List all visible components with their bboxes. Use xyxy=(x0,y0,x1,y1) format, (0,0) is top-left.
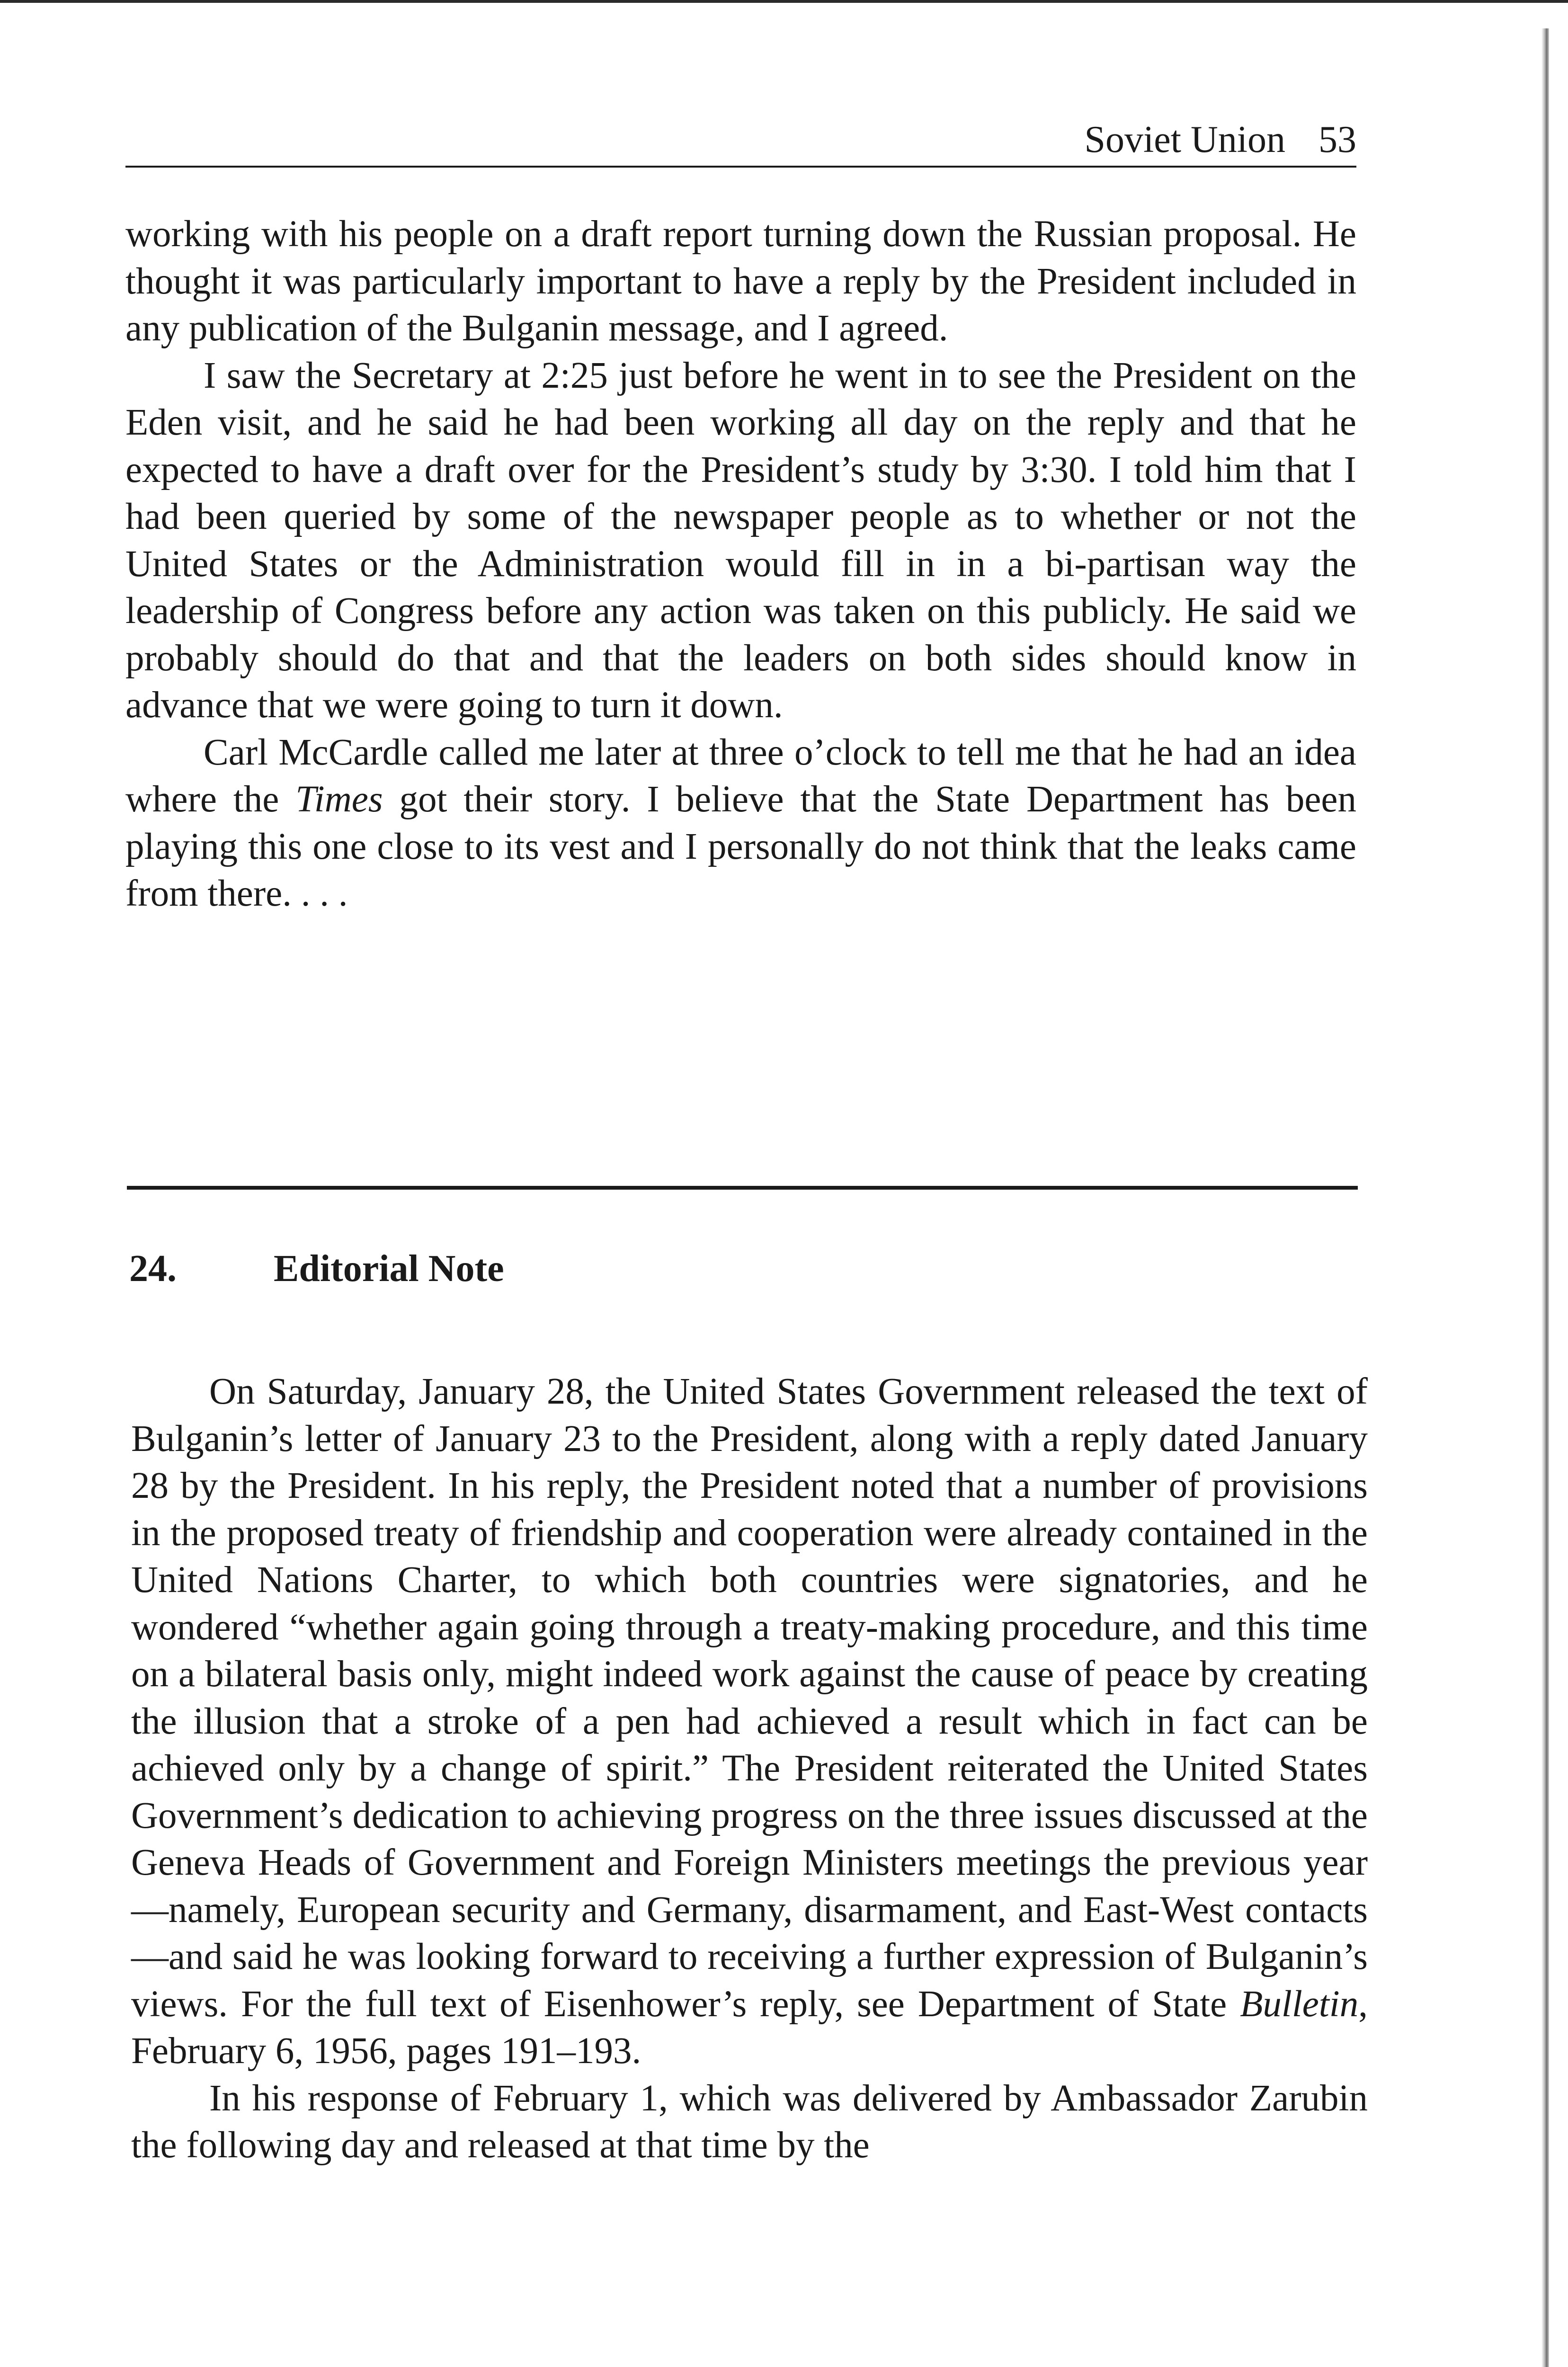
paragraph-text-after: , February 6, 1956, pages 191–193. xyxy=(131,1983,1368,2072)
running-head-rule xyxy=(125,166,1356,168)
paragraph-february-response: In his response of February 1, which was delivered by Ambassador Zarubin the following day and released at that time by the xyxy=(131,2077,1368,2166)
page-top-edge xyxy=(0,0,1568,3)
book-spine-shadow xyxy=(1541,28,1549,2367)
running-head-title: Soviet Union xyxy=(1084,119,1285,160)
section-divider-rule xyxy=(127,1186,1358,1190)
document-number: 24. xyxy=(129,1248,177,1290)
page-number: 53 xyxy=(1319,119,1356,160)
paragraph-secretary-meeting: I saw the Secretary at 2:25 just before he went in to see the President on the Eden visit, and he said he had been working all day on the reply and that he expected to have a draft over for the President’s study by 3:30. I told him that I had been queried by some of the newspaper people as to whether or not the United States or the Administration would fill in in a bi-partisan way the leadership of Congress before any action was taken on this publicly. He said we probably should do that and that the leaders on both sides should know in advance that we were going to turn it down. xyxy=(125,355,1356,726)
paragraph-text-before: Carl McCardle called me later at three o’clock to tell me that he had an idea where the xyxy=(125,731,1356,820)
paragraph-text-before: On Saturday, January 28, the United States Government released the text of Bulganin’s letter of January 23 to the President, along with a reply dated January 28 by the President. In his reply, the President noted that a number of provisions in the proposed treaty of friendship and cooperation were already contained in the United Nations Charter, to which both countries were signatories, and he wondered “whether again going through a treaty-making procedure, and this time on a bilateral basis only, might indeed work against the cause of peace by creating the illusion that a stroke of a pen had achieved a result which in fact can be achieved only by a change of spirit.” The President reiterated the United States Government’s dedication to achieving progress on the three issues discussed at the Geneva Heads of Government and Foreign Ministers meetings the previous year—namely, European security and Germany, disarmament, and East-West contacts—and said he was looking forward to receiving a further expression of Bulganin’s views. For the full text of Eisenhower’s reply, see Department of State xyxy=(131,1371,1368,2025)
running-head xyxy=(125,118,1356,161)
paragraph-continued: working with his people on a draft report turning down the Russian proposal. He thought it was particularly important to have a reply by the President included in any publication of the Bulganin message, and I agreed. xyxy=(125,214,1356,349)
paragraph-text-after: got their story. I believe that the State Department has been playing this one close to its vest and I personally do not think that the leaks came from there. . . . xyxy=(125,779,1356,914)
editorial-note-body xyxy=(131,1368,1368,2169)
document-title: Editorial Note xyxy=(274,1248,504,1290)
editorial-note-heading xyxy=(129,1247,504,1290)
paragraph-mccardle-call xyxy=(125,729,1356,917)
continued-section xyxy=(125,211,1356,917)
paragraph-release-of-text xyxy=(131,1368,1368,2075)
italic-publication-title: Times xyxy=(295,779,383,820)
italic-publication-title: Bulletin xyxy=(1240,1983,1359,2025)
